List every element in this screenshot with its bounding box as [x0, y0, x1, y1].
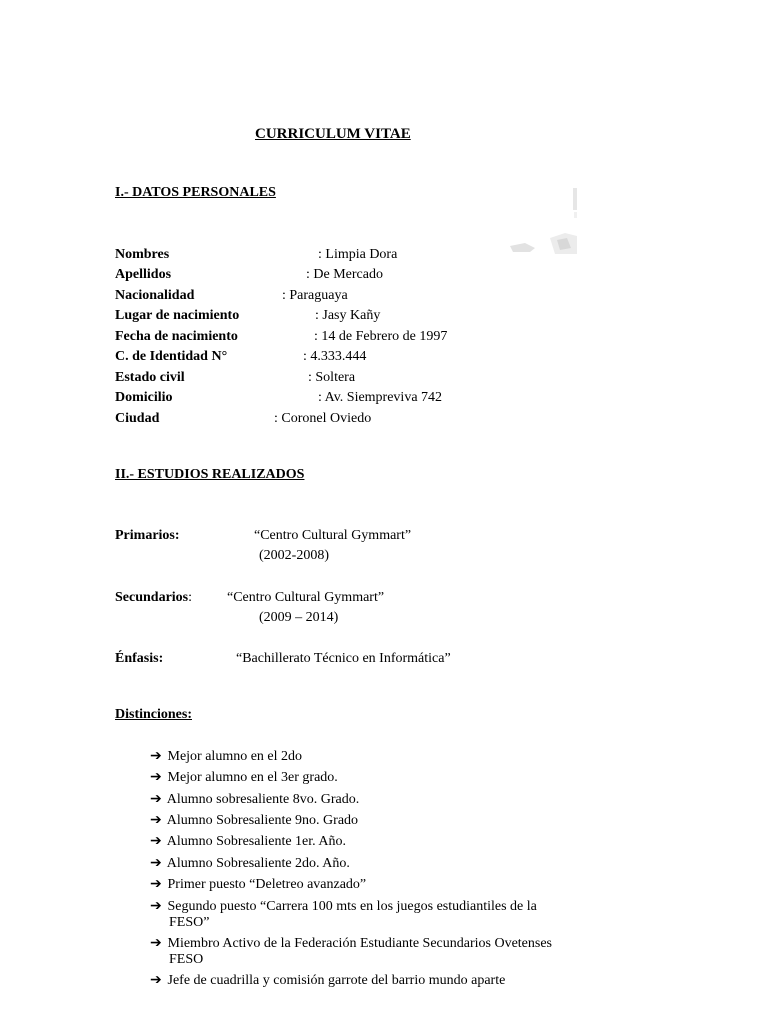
- secundarios-school: “Centro Cultural Gymmart”: [227, 590, 385, 605]
- list-item-text: Jefe de cuadrilla y comisión garrote del barrio mundo aparte: [167, 973, 506, 988]
- primarios-school: “Centro Cultural Gymmart”: [254, 528, 412, 543]
- list-item: [150, 973, 570, 989]
- field-value-apellidos: : De Mercado: [306, 267, 383, 282]
- arrow-bullet-icon: ➔: [150, 792, 162, 807]
- list-item: [150, 856, 570, 872]
- list-item-text: Alumno sobresaliente 8vo. Grado.: [166, 792, 360, 807]
- list-item-text: Mejor alumno en el 3er grado.: [167, 770, 338, 785]
- field-value-identidad: : 4.333.444: [303, 349, 367, 364]
- primarios-years: (2002-2008): [259, 548, 329, 563]
- arrow-bullet-icon: ➔: [150, 834, 162, 849]
- arrow-bullet-icon: ➔: [150, 899, 162, 914]
- photo-fragment: [505, 188, 577, 258]
- list-item: [150, 899, 570, 931]
- arrow-bullet-icon: ➔: [150, 856, 162, 871]
- field-value-nacionalidad: : Paraguaya: [282, 288, 348, 303]
- section-studies-heading: II.- ESTUDIOS REALIZADOS: [115, 467, 305, 482]
- field-label-identidad: C. de Identidad N°: [115, 349, 228, 364]
- field-value-lugar-nacimiento: : Jasy Kañy: [315, 308, 381, 323]
- field-label-apellidos: Apellidos: [115, 267, 172, 282]
- field-label-nombres: Nombres: [115, 247, 170, 262]
- list-item-text: Alumno Sobresaliente 1er. Año.: [166, 834, 346, 849]
- list-item: [150, 877, 570, 893]
- list-item-text: Mejor alumno en el 2do: [167, 749, 303, 764]
- list-item-text: Primer puesto “Deletreo avanzado”: [167, 877, 367, 892]
- secundarios-label: Secundarios: [115, 590, 189, 605]
- list-item: [150, 834, 570, 850]
- distinciones-heading: Distinciones:: [115, 707, 192, 722]
- field-label-lugar-nacimiento: Lugar de nacimiento: [115, 308, 240, 323]
- document-title: CURRICULUM VITAE: [255, 126, 411, 142]
- field-label-ciudad: Ciudad: [115, 411, 160, 426]
- list-item: [150, 813, 570, 829]
- field-label-domicilio: Domicilio: [115, 390, 173, 405]
- list-item-continuation: FESO”: [169, 915, 210, 930]
- field-value-estado-civil: : Soltera: [308, 370, 356, 385]
- arrow-bullet-icon: ➔: [150, 877, 162, 892]
- secundarios-colon: :: [188, 590, 193, 605]
- arrow-bullet-icon: ➔: [150, 770, 162, 785]
- primarios-label: Primarios:: [115, 528, 180, 543]
- secundarios-years: (2009 – 2014): [259, 610, 339, 625]
- field-label-nacionalidad: Nacionalidad: [115, 288, 195, 303]
- list-item-text: Alumno Sobresaliente 9no. Grado: [166, 813, 359, 828]
- list-item-text: Segundo puesto “Carrera 100 mts en los juegos estudiantiles de la: [167, 899, 537, 914]
- secundarios-label-row: [115, 590, 192, 606]
- field-value-ciudad: : Coronel Oviedo: [274, 411, 372, 426]
- list-item-text: Alumno Sobresaliente 2do. Año.: [166, 856, 350, 871]
- list-item: [150, 792, 570, 808]
- field-value-fecha-nacimiento: : 14 de Febrero de 1997: [314, 329, 448, 344]
- field-value-nombres: : Limpia Dora: [318, 247, 398, 262]
- arrow-bullet-icon: ➔: [150, 973, 162, 988]
- field-label-fecha-nacimiento: Fecha de nacimiento: [115, 329, 238, 344]
- list-item-continuation: FESO: [169, 952, 204, 967]
- arrow-bullet-icon: ➔: [150, 936, 162, 951]
- field-value-domicilio: : Av. Siempreviva 742: [318, 390, 443, 405]
- arrow-bullet-icon: ➔: [150, 749, 162, 764]
- section-personal-heading: I.- DATOS PERSONALES: [115, 185, 276, 200]
- arrow-bullet-icon: ➔: [150, 813, 162, 828]
- list-item: [150, 936, 570, 968]
- list-item-text: Miembro Activo de la Federación Estudiante Secundarios Ovetenses: [167, 936, 553, 951]
- enfasis-value: “Bachillerato Técnico en Informática”: [236, 651, 451, 666]
- list-item: [150, 749, 570, 765]
- field-label-estado-civil: Estado civil: [115, 370, 185, 385]
- list-item: [150, 770, 570, 786]
- enfasis-label: Énfasis:: [115, 651, 164, 666]
